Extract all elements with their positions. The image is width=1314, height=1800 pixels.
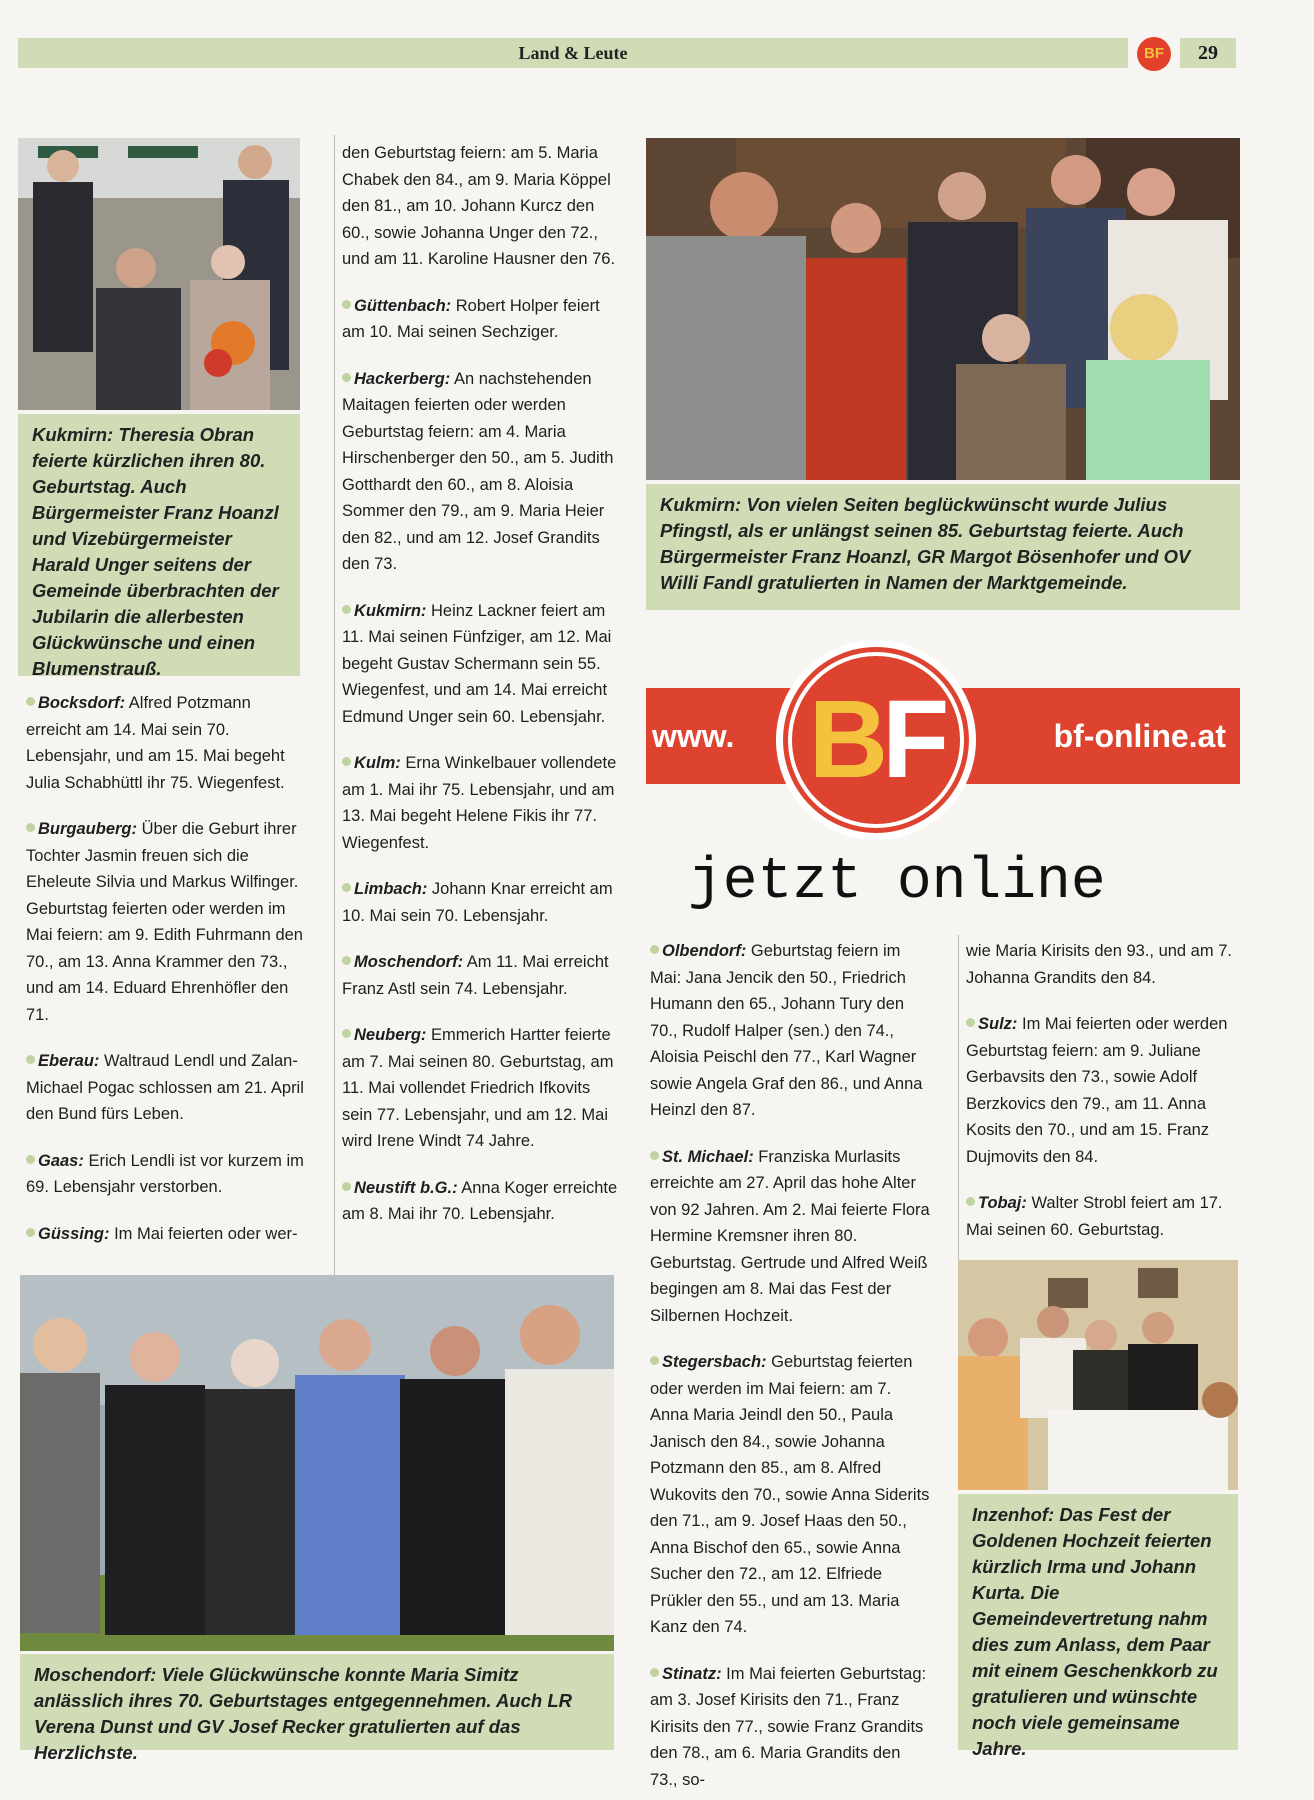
news-text: Franziska Murlasits erreichte am 27. April das hohe Alter von 92 Jahren. Am 2. Mai feierte Flora Hermine Kremsner ihren 80. Geburtstag. Gertrude und Alfred Weiß begingen am 8. Mai das Fest der Silbernen Hochzeit.	[650, 1147, 930, 1325]
news-item	[966, 938, 1232, 991]
bullet-icon	[342, 956, 351, 965]
news-item	[342, 750, 622, 856]
news-text: Heinz Lackner feiert am 11. Mai seinen Fünfziger, am 12. Mai begeht Gustav Schermann sein 55. Wiegenfest, und am 14. Mai erreicht Edmund Unger sein 60. Lebensjahr.	[342, 601, 612, 726]
news-item	[650, 1661, 932, 1794]
news-text: Geburtstag feiern im Mai: Jana Jencik den 50., Friedrich Humann den 65., Johann Tury den 70., Rudolf Halper (sen.) den 74., Aloisia Peischl den 77., Karl Wagner sowie Angela Graf den 86., und Anna Heinzl den 87.	[650, 942, 923, 1119]
photo-kurta	[958, 1260, 1238, 1490]
bullet-icon	[342, 605, 351, 614]
news-item	[966, 1190, 1232, 1243]
news-text: Alfred Potzmann erreicht am 14. Mai sein 70. Lebensjahr, und am 15. Mai begeht Julia Schabhüttl ihr 75. Wiegenfest.	[26, 694, 285, 792]
caption-pfingstl: Kukmirn: Von vielen Seiten beglückwünscht wurde Julius Pfingstl, als er unlängst seinen 85. Geburtstag feierte. Auch Bürgermeister Franz Hoanzl, GR Margot Bösenhofer und OV Willi Fandl gratulierten in Namen der Marktgemeinde.	[646, 484, 1240, 610]
bullet-icon	[342, 883, 351, 892]
news-place: Neustift b.G.:	[354, 1178, 458, 1197]
bullet-icon	[26, 823, 35, 832]
news-item	[342, 366, 622, 578]
news-text: Am 11. Mai erreicht Franz Astl sein 74. Lebensjahr.	[342, 953, 609, 998]
news-item	[342, 140, 622, 273]
news-item	[26, 1048, 306, 1128]
news-place: Güssing:	[38, 1224, 110, 1243]
news-text: Walter Strobl feiert am 17. Mai seinen 60. Geburtstag.	[966, 1194, 1223, 1239]
news-place: Limbach:	[354, 880, 428, 898]
news-text: den Geburtstag feiern: am 5. Maria Chabek den 84., am 9. Maria Köppel den 81., am 10. Johann Kurcz den 60., sowie Johanna Unger den 72., und am 11. Karoline Hausner den 76.	[342, 144, 616, 268]
bullet-icon	[650, 1151, 659, 1160]
photo-pfingstl	[646, 138, 1240, 480]
news-text: Anna Koger erreichte am 8. Mai ihr 70. Lebensjahr.	[342, 1178, 618, 1223]
news-item	[342, 949, 622, 1002]
news-item	[26, 816, 306, 1028]
column-3	[650, 938, 932, 1789]
news-place: Bocksdorf:	[38, 694, 126, 712]
bf-logo-b: B	[808, 678, 883, 801]
bullet-icon	[26, 1055, 35, 1064]
bullet-icon	[966, 1018, 975, 1027]
news-place: Kukmirn:	[354, 601, 427, 620]
bullet-icon	[342, 373, 351, 382]
column-divider	[958, 935, 959, 1260]
news-item	[966, 1011, 1232, 1170]
caption-simitz: Moschendorf: Viele Glückwünsche konnte Maria Simitz anlässlich ihres 70. Geburtstages entgegennehmen. Auch LR Verena Dunst und GV Josef Recker gratulierten auf das Herzlichste.	[20, 1654, 614, 1750]
column-1	[26, 690, 306, 1255]
news-place: Güttenbach:	[354, 296, 452, 315]
caption-obran: Kukmirn: Theresia Obran feierte kürzlichen ihren 80. Geburtstag. Auch Bürgermeister Franz Hoanzl und Vizebürgermeister Harald Unger seitens der Gemeinde überbrachten der Jubilarin die allerbesten Glückwünsche und einen Blumenstrauß.	[18, 414, 300, 676]
news-item	[26, 1148, 306, 1201]
tagline-jetzt-online: jetzt online	[688, 850, 1106, 915]
bf-logo-letters	[788, 652, 964, 828]
news-text: Über die Geburt ihrer Tochter Jasmin freuen sich die Eheleute Silvia und Markus Wilfinger. Geburtstag feierten oder werden im Mai feiern: am 9. Edith Fuhrmann den 70., am 13. Anna Krammer den 73., und am 14. Eduard Ehrenhöfler den 71.	[26, 820, 303, 1024]
bullet-icon	[342, 1029, 351, 1038]
news-item	[650, 938, 932, 1124]
news-place: Stegersbach:	[662, 1353, 767, 1371]
news-place: Gaas:	[38, 1151, 84, 1170]
news-place: St. Michael:	[662, 1147, 754, 1166]
news-text: wie Maria Kirisits den 93., und am 7. Johanna Grandits den 84.	[966, 942, 1232, 987]
bf-logo-f: F	[882, 678, 944, 801]
news-item	[342, 598, 622, 731]
news-place: Sulz:	[978, 1015, 1018, 1033]
bullet-icon	[650, 945, 659, 954]
column-divider	[334, 135, 335, 1275]
photo-simitz	[20, 1275, 614, 1651]
news-place: Kulm:	[354, 754, 401, 772]
news-text: Geburtstag feierten oder werden im Mai feiern: am 7. Anna Maria Jeindl den 50., Paula Janisch den 84., sowie Johanna Potzmann den 85., am 8. Alfred Wukovits den 70., sowie Anna Siderits den 71., am 9. Josef Haas den 50., Anna Bischof den 65., sowie Anna Sucher den 72., am 12. Elfriede Prükler den 55., und am 13. Maria Kanz den 74.	[650, 1353, 930, 1636]
banner-www: www.	[652, 718, 735, 754]
page-number: 29	[1180, 38, 1236, 68]
bullet-icon	[342, 1182, 351, 1191]
bullet-icon	[966, 1197, 975, 1206]
column-2	[342, 140, 622, 1260]
news-place: Stinatz:	[662, 1664, 722, 1683]
news-text: Erich Lendli ist vor kurzem im 69. Lebensjahr verstorben.	[26, 1151, 304, 1196]
bf-logo: BF	[1137, 37, 1171, 71]
news-text: An nachstehenden Maitagen feierten oder werden Geburtstag feiern: am 4. Maria Hirschenberger den 50., am 5. Judith Gotthardt den 60., am 8. Aloisia Sommer den 79., am 9. Maria Heier den 82., und am 12. Josef Grandits den 73.	[342, 369, 614, 573]
news-text: Im Mai feierten oder werden Geburtstag feiern: am 9. Juliane Gerbavsits den 73., sowie Adolf Berzkovics den 79., am 11. Anna Kosits den 70., und am 15. Franz Dujmovits den 84.	[966, 1015, 1228, 1166]
news-item	[650, 1144, 932, 1330]
news-item	[26, 690, 306, 796]
bullet-icon	[650, 1356, 659, 1365]
news-item	[342, 876, 622, 929]
news-place: Hackerberg:	[354, 369, 451, 388]
news-item	[342, 1175, 622, 1228]
news-item	[26, 1221, 306, 1248]
news-item	[342, 1022, 622, 1155]
news-place: Olbendorf:	[662, 942, 747, 960]
banner-url: bf-online.at	[1053, 718, 1226, 754]
news-place: Moschendorf:	[354, 953, 464, 971]
bullet-icon	[26, 1228, 35, 1237]
news-text: Waltraud Lendl und Zalan-Michael Pogac schlossen am 21. April den Bund fürs Leben.	[26, 1052, 304, 1123]
news-text: Im Mai feierten Geburtstag: am 3. Josef Kirisits den 71., Franz Kirisits den 77., sowie Franz Grandits den 78., am 6. Maria Grandits den 73., so-	[650, 1664, 927, 1789]
photo-obran	[18, 138, 300, 410]
bullet-icon	[26, 1155, 35, 1164]
bullet-icon	[26, 697, 35, 706]
news-place: Burgauberg:	[38, 820, 137, 838]
section-title: Land & Leute	[518, 43, 628, 63]
news-item	[342, 293, 622, 346]
bullet-icon	[650, 1668, 659, 1677]
news-text: Robert Holper feiert am 10. Mai seinen Sechziger.	[342, 296, 600, 341]
news-item	[650, 1349, 932, 1641]
news-place: Neuberg:	[354, 1026, 427, 1044]
header-bar	[18, 38, 1128, 68]
news-place: Eberau:	[38, 1052, 100, 1070]
news-text: Im Mai feierten oder wer-	[109, 1224, 298, 1243]
news-text: Erna Winkelbauer vollendete am 1. Mai ihr 75. Lebensjahr, und am 13. Mai begeht Helene Fikis ihr 77. Wiegenfest.	[342, 754, 617, 852]
news-text: Johann Knar erreicht am 10. Mai sein 70. Lebensjahr.	[342, 880, 613, 925]
bullet-icon	[342, 757, 351, 766]
column-4	[966, 938, 1232, 1258]
news-text: Emmerich Hartter feierte am 7. Mai seinen 80. Geburtstag, am 11. Mai vollendet Friedrich Ifkovits sein 77. Lebensjahr, und am 12. Mai wird Irene Windt 74 Jahre.	[342, 1026, 614, 1150]
bullet-icon	[342, 300, 351, 309]
caption-kurta: Inzenhof: Das Fest der Goldenen Hochzeit feierten kürzlich Irma und Johann Kurta. Die Gemeindevertretung nahm dies zum Anlass, dem Paar mit einem Geschenkkorb zu gratulieren und wünschte noch viele gemeinsame Jahre.	[958, 1494, 1238, 1750]
news-place: Tobaj:	[978, 1194, 1027, 1212]
